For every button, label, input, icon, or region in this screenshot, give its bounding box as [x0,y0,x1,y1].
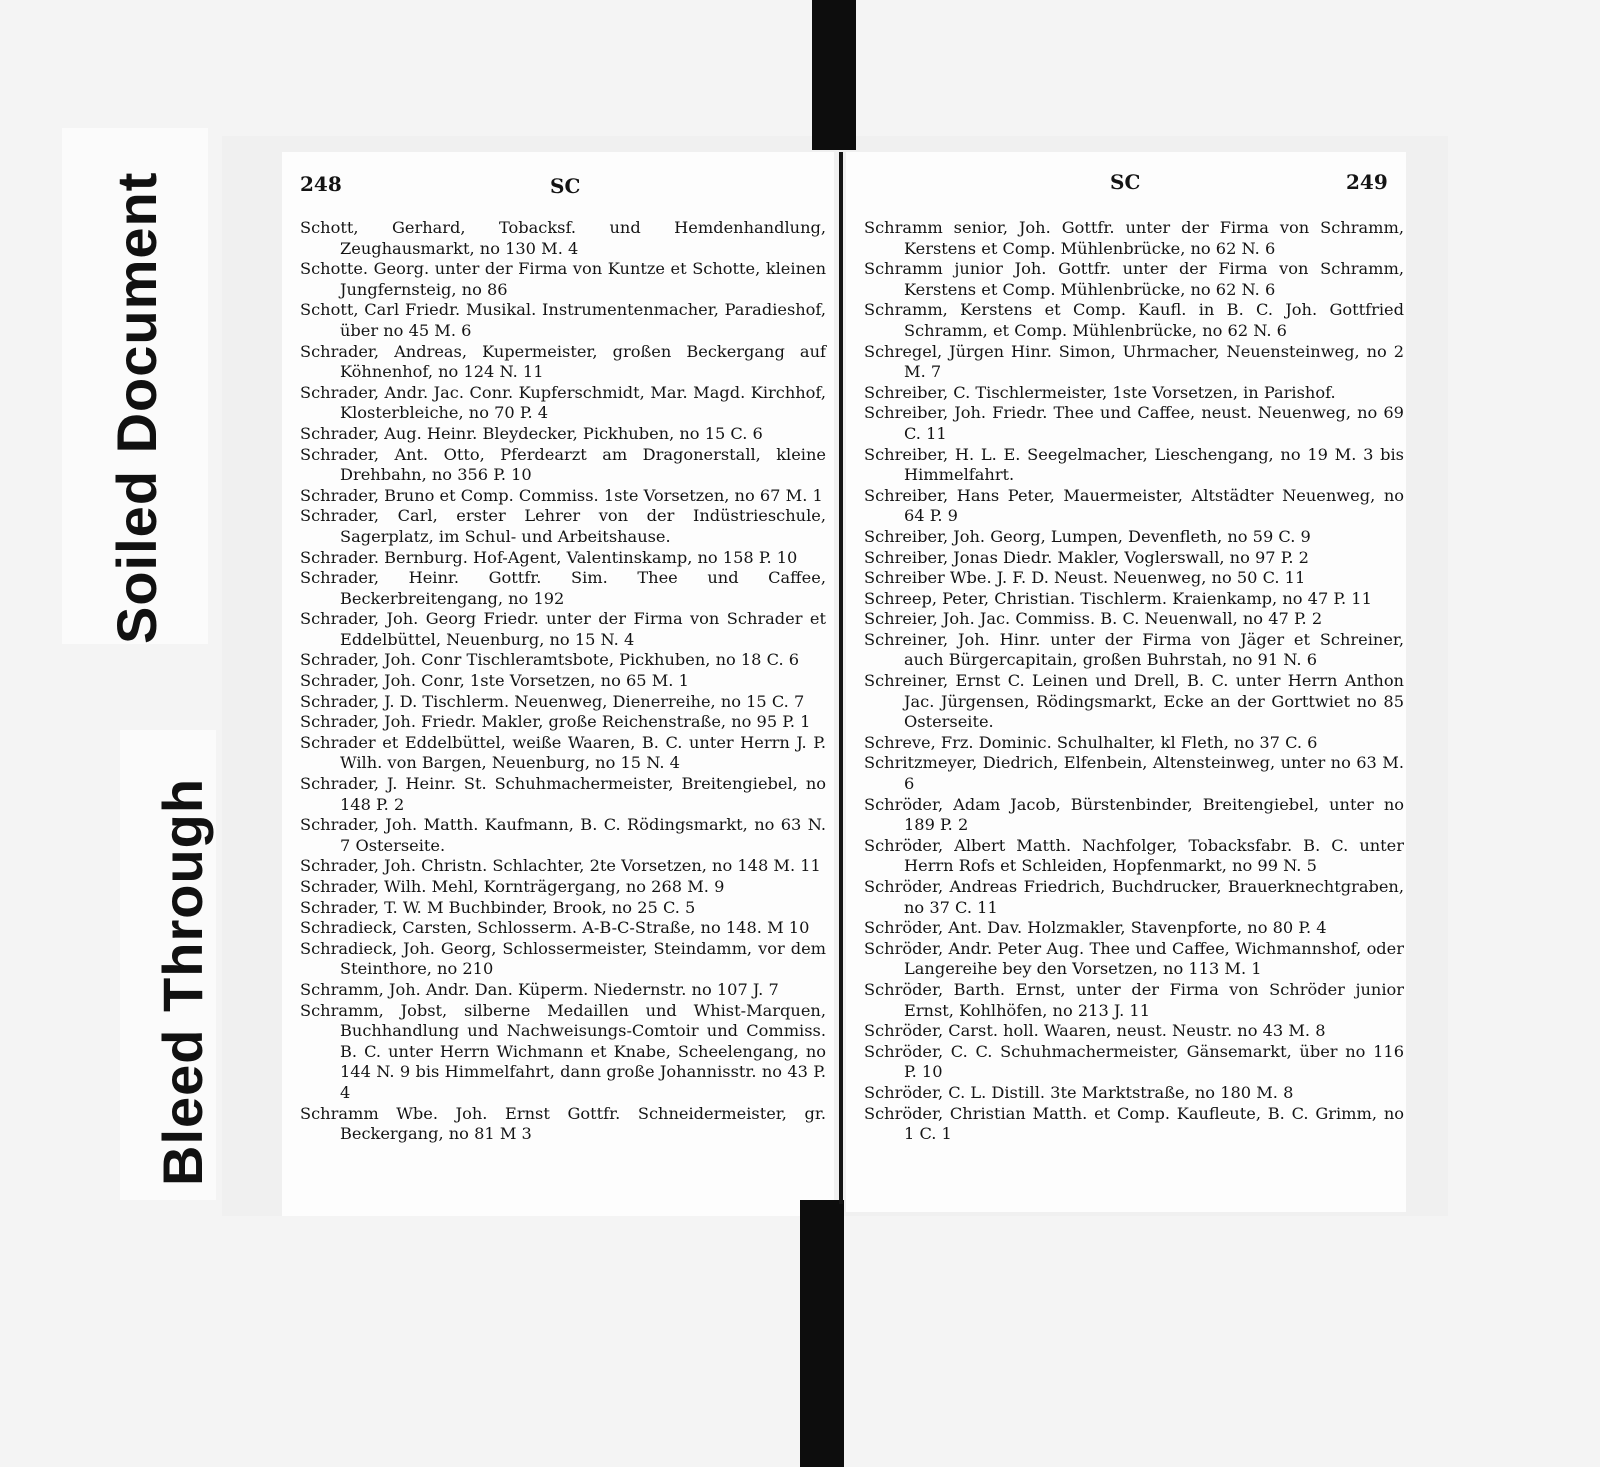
directory-entry: Schröder, Adam Jacob, Bürstenbinder, Breitengiebel, unter no 189 P. 2 [864,794,1404,835]
directory-entry: Schröder, C. C. Schuhmachermeister, Gänsemarkt, über no 116 P. 10 [864,1041,1404,1082]
soiled-document-label: Soiled Document [105,171,168,644]
directory-entry: Schreve, Frz. Dominic. Schulhalter, kl Fleth, no 37 C. 6 [864,732,1318,752]
directory-entry: Schott, Carl Friedr. Musikal. Instrumentenmacher, Paradieshof, über no 45 M. 6 [300,300,826,340]
directory-entry: Schrader, Ant. Otto, Pferdearzt am Dragonerstall, kleine Drehbahn, no 356 P. 10 [300,444,826,485]
directory-entry: Schrader, Joh. Georg Friedr. unter der Firma von Schrader et Eddelbüttel, Neuenburg, no 15 N. 4 [300,609,826,649]
right-entry-list [864,218,1404,1145]
directory-entry: Schrader, Joh. Friedr. Makler, große Reichenstraße, no 95 P. 1 [300,712,811,732]
directory-entry: Schrader, J. Heinr. St. Schuhmachermeister, Breitengiebel, no 148 P. 2 [300,774,826,814]
directory-entry: Schramm Wbe. Joh. Ernst Gottfr. Schneidermeister, gr. Beckergang, no 81 M 3 [300,1103,826,1144]
left-page-section: SC [550,174,581,198]
directory-entry: Schotte. Georg. unter der Firma von Kuntze et Schotte, kleinen Jungfernsteig, no 86 [300,259,826,299]
directory-entry: Schreiber, Joh. Georg, Lumpen, Devenfleth, no 59 C. 9 [864,526,1311,546]
directory-entry: Schrader, Andreas, Kupermeister, großen Beckergang auf Köhnenhof, no 124 N. 11 [300,341,826,382]
left-entry-list [300,218,826,1145]
directory-entry: Schrader, Joh. Conr, 1ste Vorsetzen, no 65 M. 1 [300,671,689,691]
directory-entry: Schröder, Ant. Dav. Holzmakler, Stavenpforte, no 80 P. 4 [864,918,1327,938]
directory-entry: Schrader, Andr. Jac. Conr. Kupferschmidt, Mar. Magd. Kirchhof, Klosterbleiche, no 70 P. 4 [300,382,826,423]
directory-entry: Schrader, T. W. M Buchbinder, Brook, no 25 C. 5 [300,897,696,917]
directory-entry: Schradieck, Carsten, Schlosserm. A-B-C-Straße, no 148. M 10 [300,918,810,938]
directory-entry: Schrader, Wilh. Mehl, Kornträgergang, no 268 M. 9 [300,877,725,896]
directory-entry: Schröder, Andr. Peter Aug. Thee und Caffee, Wichmannshof, oder Langereihe bey den Vorsetzen, no 113 M. 1 [864,938,1404,979]
directory-entry: Schradieck, Joh. Georg, Schlossermeister, Steindamm, vor dem Steinthore, no 210 [300,938,826,979]
directory-entry: Schrader, J. D. Tischlerm. Neuenweg, Dienerreihe, no 15 C. 7 [300,691,805,711]
directory-entry: Schröder, C. L. Distill. 3te Marktstraße, no 180 M. 8 [864,1082,1294,1102]
directory-entry: Schrader, Joh. Christn. Schlachter, 2te Vorsetzen, no 148 M. 11 [300,856,821,876]
right-page-section: SC [1110,170,1141,194]
directory-entry: Schritzmeyer, Diedrich, Elfenbein, Altensteinweg, unter no 63 M. 6 [864,753,1404,794]
directory-entry: Schrader, Heinr. Gottfr. Sim. Thee und Caffee, Beckerbreitengang, no 192 [300,568,826,608]
directory-entry: Schramm, Kerstens et Comp. Kaufl. in B. C. Joh. Gottfried Schramm, et Comp. Mühlenbrücke, no 62 N. 6 [864,300,1404,340]
right-page-number: 249 [1346,170,1388,194]
directory-entry: Schreiber, Jonas Diedr. Makler, Voglerswall, no 97 P. 2 [864,547,1309,567]
left-page-number: 248 [300,172,342,196]
directory-entry: Schrader, Carl, erster Lehrer von der Indüstrieschule, Sagerplatz, im Schul- und Arbeitshause. [300,506,826,546]
directory-entry: Schröder, Christian Matth. et Comp. Kaufleute, B. C. Grimm, no 1 C. 1 [864,1103,1404,1144]
directory-entry: Schreiner, Joh. Hinr. unter der Firma von Jäger et Schreiner, auch Bürgercapitain, großen Buhrstah, no 91 N. 6 [864,629,1404,670]
directory-entry: Schröder, Albert Matth. Nachfolger, Tobacksfabr. B. C. unter Herrn Rofs et Schleiden, Hopfenmarkt, no 99 N. 5 [864,835,1404,876]
directory-entry: Schrader et Eddelbüttel, weiße Waaren, B. C. unter Herrn J. P. Wilh. von Bargen, Neuenburg, no 15 N. 4 [300,732,826,773]
directory-entry: Schreiner, Ernst C. Leinen und Drell, B. C. unter Herrn Anthon Jac. Jürgensen, Rödingsmarkt, Ecke an der Gorttwiet no 85 Osterseite. [864,671,1404,732]
directory-entry: Schreiber Wbe. J. F. D. Neust. Neuenweg, no 50 C. 11 [864,568,1306,588]
directory-entry: Schreep, Peter, Christian. Tischlerm. Kraienkamp, no 47 P. 11 [864,588,1372,608]
directory-entry: Schreier, Joh. Jac. Commiss. B. C. Neuenwall, no 47 P. 2 [864,609,1323,629]
bleed-through-label: Bleed Through [151,777,214,1186]
directory-entry: Schrader. Bernburg. Hof-Agent, Valentinskamp, no 158 P. 10 [300,547,798,567]
directory-entry: Schreiber, Joh. Friedr. Thee und Caffee, neust. Neuenweg, no 69 C. 11 [864,403,1404,443]
directory-entry: Schröder, Carst. holl. Waaren, neust. Neustr. no 43 M. 8 [864,1021,1326,1041]
directory-entry: Schrader, Bruno et Comp. Commiss. 1ste Vorsetzen, no 67 M. 1 [300,485,823,505]
directory-entry: Schramm junior Joh. Gottfr. unter der Firma von Schramm, Kerstens et Comp. Mühlenbrücke, no 62 N. 6 [864,259,1404,299]
directory-entry: Schrader, Joh. Conr Tischleramtsbote, Pickhuben, no 18 C. 6 [300,650,800,670]
directory-entry: Schröder, Barth. Ernst, unter der Firma von Schröder junior Ernst, Kohlhöfen, no 213 J. 11 [864,979,1404,1020]
directory-entry: Schreiber, C. Tischlermeister, 1ste Vorsetzen, in Parishof. [864,382,1336,402]
binding-strip-top [812,0,856,150]
directory-entry: Schrader, Aug. Heinr. Bleydecker, Pickhuben, no 15 C. 6 [300,423,763,443]
directory-entry: Schreiber, Hans Peter, Mauermeister, Altstädter Neuenweg, no 64 P. 9 [864,485,1404,526]
directory-entry: Schregel, Jürgen Hinr. Simon, Uhrmacher, Neuensteinweg, no 2 M. 7 [864,341,1404,382]
directory-entry: Schröder, Andreas Friedrich, Buchdrucker, Brauerknechtgraben, no 37 C. 11 [864,877,1404,917]
directory-entry: Schott, Gerhard, Tobacksf. und Hemdenhandlung, Zeughausmarkt, no 130 M. 4 [300,218,826,258]
directory-entry: Schramm, Joh. Andr. Dan. Küperm. Niedernstr. no 107 J. 7 [300,979,779,999]
directory-entry: Schramm senior, Joh. Gottfr. unter der Firma von Schramm, Kerstens et Comp. Mühlenbrücke, no 62 N. 6 [864,218,1404,258]
directory-entry: Schreiber, H. L. E. Seegelmacher, Lieschengang, no 19 M. 3 bis Himmelfahrt. [864,444,1404,485]
directory-entry: Schramm, Jobst, silberne Medaillen und Whist-Marquen, Buchhandlung und Nachweisungs-Comtoir und Commiss. B. C. unter Herrn Wichmann et Knabe, Scheelengang, no 144 N. 9 bis Himmelfahrt, dann große Johannisstr. no 43 P. 4 [300,1000,826,1102]
page-gutter [839,152,843,1204]
directory-entry: Schrader, Joh. Matth. Kaufmann, B. C. Rödingsmarkt, no 63 N. 7 Osterseite. [300,815,826,855]
binding-strip-bottom [800,1200,844,1467]
